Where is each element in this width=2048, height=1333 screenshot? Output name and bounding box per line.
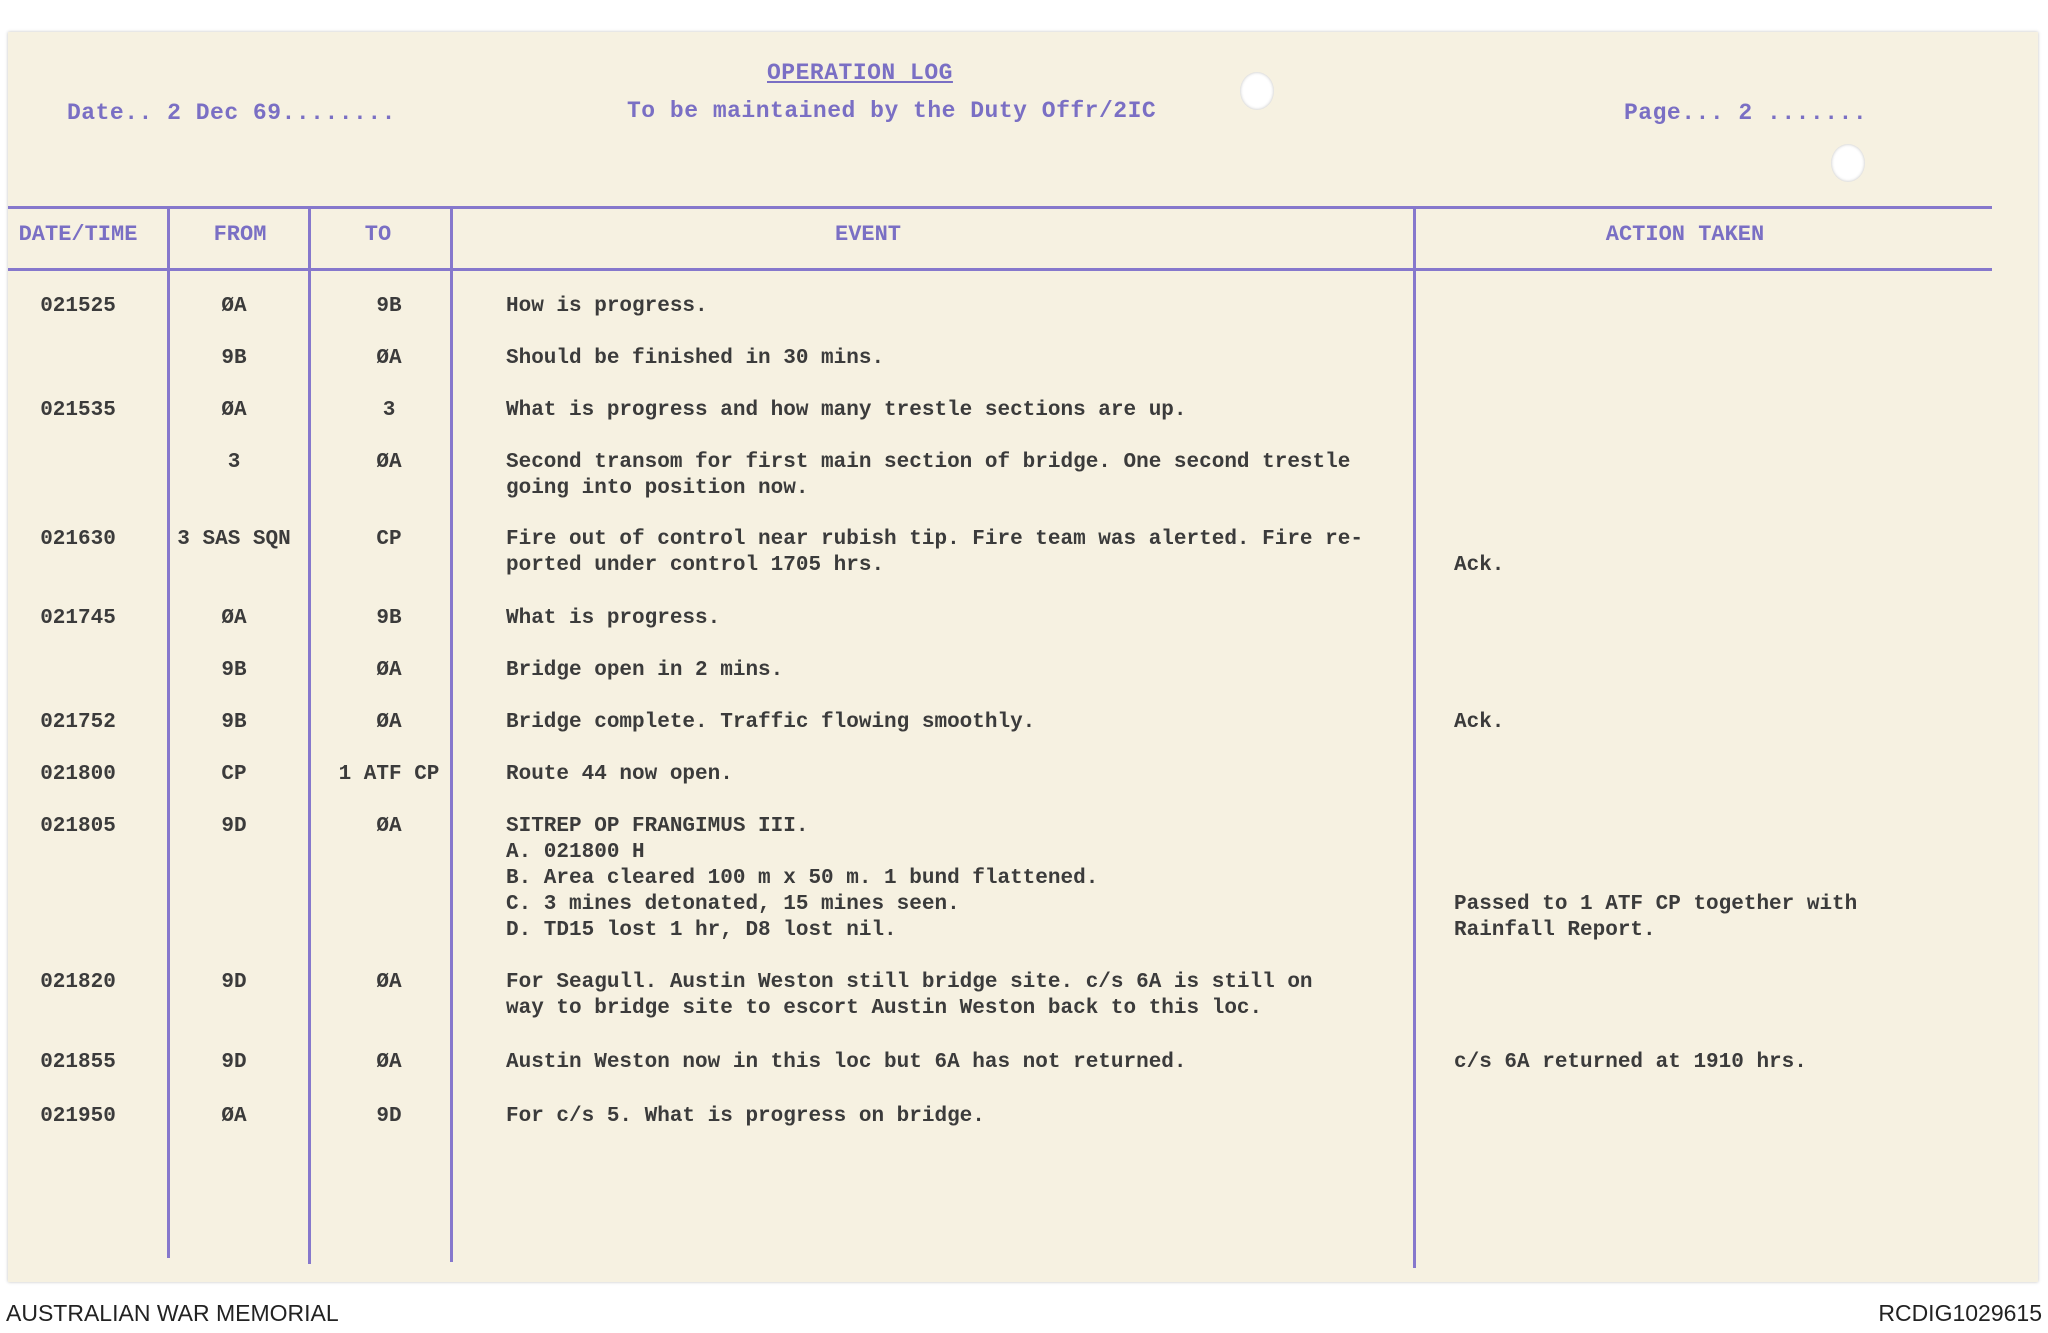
entry-event-line: Route 44 now open. [506, 763, 733, 786]
entry-from: ØA [221, 399, 247, 422]
log-title: OPERATION LOG [767, 60, 953, 86]
entry-from: 3 SAS SQN [177, 528, 291, 551]
column-header-action: ACTION TAKEN [1605, 222, 1765, 247]
entry-event-line: C. 3 mines detonated, 15 mines seen. [506, 893, 960, 916]
punch-hole [1831, 144, 1865, 182]
entry-from: CP [221, 763, 247, 786]
entry-to: 1 ATF CP [338, 763, 440, 786]
entry-from: 3 [227, 451, 241, 474]
entry-time: 021752 [40, 711, 116, 734]
entry-from: 9D [221, 971, 247, 994]
entry-from: ØA [221, 295, 247, 318]
entry-to: ØA [376, 815, 402, 838]
entry-action-line: Ack. [1454, 711, 1505, 734]
entry-to: ØA [376, 451, 402, 474]
entry-event-line: ported under control 1705 hrs. [506, 554, 885, 577]
entry-to: CP [376, 528, 402, 551]
entry-event-line: B. Area cleared 100 m x 50 m. 1 bund flattened. [506, 867, 1099, 890]
entry-from: 9B [221, 711, 247, 734]
entry-event-line: Should be finished in 30 mins. [506, 347, 885, 370]
entry-event-line: way to bridge site to escort Austin Weston back to this loc. [506, 997, 1263, 1020]
entry-to: ØA [376, 971, 402, 994]
entry-to: 9B [376, 607, 402, 630]
entry-to: ØA [376, 659, 402, 682]
table-top-rule [8, 206, 1992, 209]
footer-institution: AUSTRALIAN WAR MEMORIAL [6, 1300, 339, 1326]
entry-event-line: What is progress and how many trestle sections are up. [506, 399, 1187, 422]
column-divider [308, 206, 311, 1264]
date-field: Date.. 2 Dec 69........ [67, 100, 396, 126]
entry-time: 021855 [40, 1051, 116, 1074]
entry-event-line: going into position now. [506, 477, 809, 500]
entry-event-line: How is progress. [506, 295, 708, 318]
entry-time: 021820 [40, 971, 116, 994]
entry-event-line: Second transom for first main section of bridge. One second trestle [506, 451, 1351, 474]
entry-to: 9B [376, 295, 402, 318]
entry-from: 9D [221, 1051, 247, 1074]
entry-time: 021800 [40, 763, 116, 786]
entry-time: 021525 [40, 295, 116, 318]
entry-to: ØA [376, 347, 402, 370]
column-header-to: TO [364, 222, 392, 247]
entry-time: 021805 [40, 815, 116, 838]
column-divider [1413, 206, 1416, 1268]
column-header-datetime: DATE/TIME [18, 222, 138, 247]
entry-action-line: Ack. [1454, 554, 1505, 577]
entry-to: 9D [376, 1105, 402, 1128]
footer-reference: RCDIG1029615 [1878, 1300, 2042, 1326]
entry-event-line: A. 021800 H [506, 841, 645, 864]
entry-from: 9B [221, 659, 247, 682]
log-sheet [8, 32, 2038, 1282]
entry-event-line: For c/s 5. What is progress on bridge. [506, 1105, 985, 1128]
header-bottom-rule [8, 268, 1992, 271]
log-subtitle: To be maintained by the Duty Offr/2IC [627, 98, 1157, 124]
entry-event-line: Bridge complete. Traffic flowing smoothly. [506, 711, 1036, 734]
entry-event-line: What is progress. [506, 607, 721, 630]
entry-from: 9B [221, 347, 247, 370]
entry-from: ØA [221, 1105, 247, 1128]
entry-action-line: Rainfall Report. [1454, 919, 1656, 942]
entry-to: 3 [382, 399, 396, 422]
column-divider [450, 206, 453, 1262]
column-header-event: EVENT [834, 222, 902, 247]
column-header-from: FROM [213, 222, 267, 247]
entry-event-line: For Seagull. Austin Weston still bridge site. c/s 6A is still on [506, 971, 1313, 994]
entry-time: 021745 [40, 607, 116, 630]
entry-from: ØA [221, 607, 247, 630]
entry-to: ØA [376, 711, 402, 734]
entry-time: 021630 [40, 528, 116, 551]
punch-hole [1240, 72, 1274, 110]
entry-event-line: Austin Weston now in this loc but 6A has not returned. [506, 1051, 1187, 1074]
entry-event-line: Fire out of control near rubish tip. Fire team was alerted. Fire re- [506, 528, 1363, 551]
entry-action-line: c/s 6A returned at 1910 hrs. [1454, 1051, 1807, 1074]
page-field: Page... 2 ....... [1624, 100, 1868, 126]
entry-time: 021535 [40, 399, 116, 422]
column-divider [167, 206, 170, 1258]
entry-event-line: SITREP OP FRANGIMUS III. [506, 815, 809, 838]
entry-event-line: D. TD15 lost 1 hr, D8 lost nil. [506, 919, 897, 942]
entry-to: ØA [376, 1051, 402, 1074]
entry-event-line: Bridge open in 2 mins. [506, 659, 784, 682]
entry-from: 9D [221, 815, 247, 838]
entry-action-line: Passed to 1 ATF CP together with [1454, 893, 1858, 916]
entry-time: 021950 [40, 1105, 116, 1128]
